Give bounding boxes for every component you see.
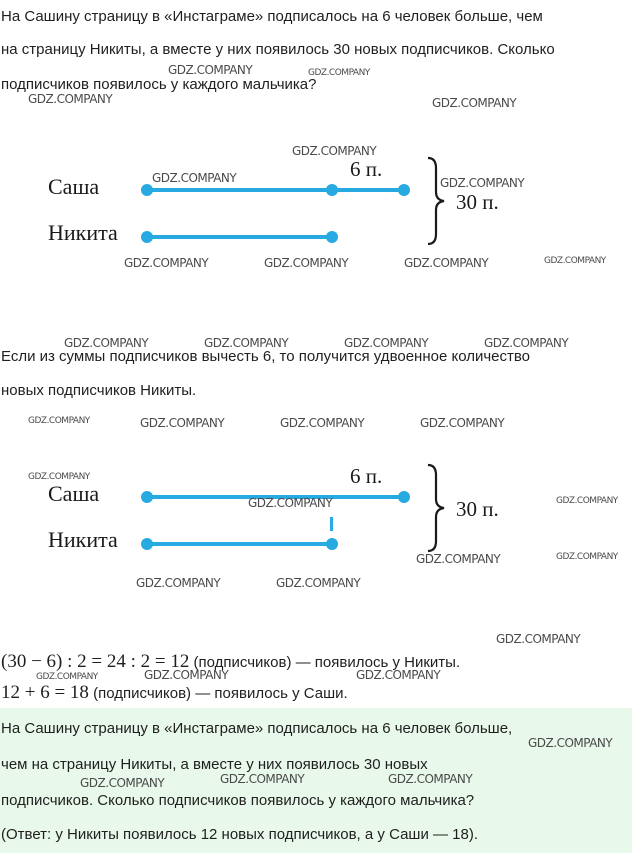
label-sasha: Саша [48,174,100,199]
watermark: GDZ.COMPANY [280,416,365,430]
label-sasha: Саша [48,481,100,506]
explanation-line-1: Если из суммы подписчиков вычесть 6, то получится удвоенное количество [1,348,531,365]
diff-label: 6 п. [350,464,383,488]
diff-label: 6 п. [350,157,383,181]
watermark: GDZ.COMPANY [440,176,525,190]
answer-line-3: подписчиков. Сколько подписчиков появилось у каждого мальчика? [1,792,475,809]
problem-line-2: на страницу Никиты, а вместе у них появилось 30 новых подписчиков. Сколько [1,41,555,58]
label-nikita: Никита [48,220,118,245]
watermark: GDZ.COMPANY [416,552,501,566]
watermark: GDZ.COMPANY [388,772,473,786]
label-nikita: Никита [48,527,118,552]
watermark: GDZ.COMPANY [292,144,377,158]
watermark: GDZ.COMPANY [36,672,98,682]
sasha-mid-dot [326,184,338,196]
watermark: GDZ.COMPANY [152,171,237,185]
sasha-end-dot [398,184,410,196]
watermark: GDZ.COMPANY [144,668,229,682]
watermark: GDZ.COMPANY [140,416,225,430]
answer-line-2: чем на страницу Никиты, а вместе у них появилось 30 новых [1,756,428,773]
watermark: GDZ.COMPANY [528,736,613,750]
watermark: GDZ.COMPANY [556,496,618,506]
nikita-start-dot [141,231,153,243]
watermark: GDZ.COMPANY [28,92,113,106]
nikita-end-dot [326,231,338,243]
watermark: GDZ.COMPANY [248,496,333,510]
watermark: GDZ.COMPANY [264,256,349,270]
problem-line-3: подписчиков появилось у каждого мальчика? [1,76,317,93]
watermark: GDZ.COMPANY [168,63,253,77]
sasha-start-dot [141,491,153,503]
nikita-start-dot [141,538,153,550]
watermark: GDZ.COMPANY [204,336,289,350]
watermark: GDZ.COMPANY [420,416,505,430]
equation-1-text: (подписчиков) — появилось у Никиты. [189,654,461,671]
answer-line-1: На Сашину страницу в «Инстаграме» подписалось на 6 человек больше, [1,720,513,737]
watermark: GDZ.COMPANY [276,576,361,590]
equation-2: 12 + 6 = 18 [1,682,89,703]
answer-line-4: (Ответ: у Никиты появилось 12 новых подписчиков, а у Саши — 18). [1,826,479,843]
sasha-end-dot [398,491,410,503]
watermark: GDZ.COMPANY [80,776,165,790]
explanation-line-2: новых подписчиков Никиты. [1,382,197,399]
watermark: GDZ.COMPANY [484,336,569,350]
nikita-end-dot [326,538,338,550]
watermark: GDZ.COMPANY [544,256,606,266]
sasha-start-dot [141,184,153,196]
watermark: GDZ.COMPANY [124,256,209,270]
problem-line-1: На Сашину страницу в «Инстаграме» подписалось на 6 человек больше, чем [1,8,543,25]
total-label: 30 п. [456,497,499,521]
sasha-segment [147,188,404,192]
dashed-marker [330,517,333,531]
equation-2-text: (подписчиков) — появилось у Саши. [88,685,348,702]
watermark: GDZ.COMPANY [136,576,221,590]
nikita-segment [147,235,333,239]
watermark: GDZ.COMPANY [496,632,581,646]
watermark: GDZ.COMPANY [356,668,441,682]
right-brace-icon [424,156,446,246]
watermark: GDZ.COMPANY [432,96,517,110]
nikita-segment [147,542,333,546]
watermark: GDZ.COMPANY [556,552,618,562]
watermark: GDZ.COMPANY [64,336,149,350]
watermark: GDZ.COMPANY [404,256,489,270]
watermark: GDZ.COMPANY [344,336,429,350]
equation-1: (30 − 6) : 2 = 24 : 2 = 12 [1,651,190,672]
right-brace-icon [424,463,446,553]
watermark: GDZ.COMPANY [308,68,370,78]
watermark: GDZ.COMPANY [28,416,90,426]
total-label: 30 п. [456,190,499,214]
watermark: GDZ.COMPANY [220,772,305,786]
watermark: GDZ.COMPANY [28,472,90,482]
